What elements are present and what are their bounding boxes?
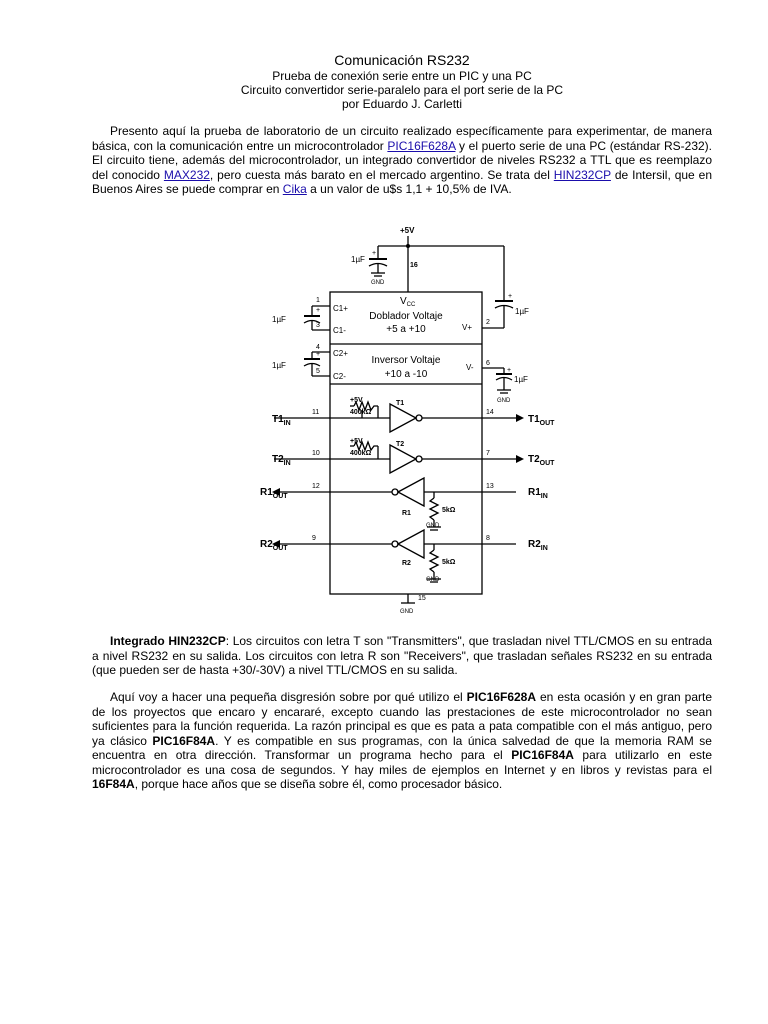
pin-5: 5 xyxy=(316,368,320,375)
t2-in-label: $T2_{IN}$ xyxy=(272,454,291,467)
subtitle-line-2: Circuito convertidor serie-paralelo para el port serie de la PC xyxy=(240,83,564,97)
r2-in-label: $R2_{IN}$ xyxy=(528,539,548,552)
t2-supply-label: +5V xyxy=(350,438,363,445)
gnd-r2-label: GND xyxy=(426,577,440,583)
supply-label: +5V xyxy=(400,226,415,235)
digression-text-2: en esta ocasión y en gran parte de los proyectos que encaro y encararé, excepto cuando las prestaciones de este microcontrolador no sean suficientes para la función requerida. La razón principal es que es pata a pata compatible con el más antiguo, pero ya clásico xyxy=(92,690,712,748)
gnd-r1-label: GND xyxy=(426,523,440,529)
hin232-text: : Los circuitos con letra T son "Transmitters", que trasladan nivel TTL/CMOS en su entrada a nivel RS232 en su salida. Los circuitos con letra R son "Receivers", que trasladan señales RS232 en su entrada (que pueden ser de hasta +30/-30V) a nivel TTL/CMOS en su salida. xyxy=(92,634,713,677)
pin-c1p-label: C1+ xyxy=(333,304,348,313)
pin-11: 11 xyxy=(312,409,320,416)
intro-paragraph xyxy=(92,124,712,197)
cap-c2-label: 1µF xyxy=(272,361,286,370)
pin-2: 2 xyxy=(486,319,490,326)
svg-text:+: + xyxy=(316,307,321,314)
author-line: por Eduardo J. Carletti xyxy=(341,97,463,111)
pin-13: 13 xyxy=(486,483,494,490)
digression-text-5: , porque hace años que se diseña sobre él, como procesador básico. xyxy=(134,777,503,791)
pin-1: 1 xyxy=(316,297,320,304)
hin232-paragraph xyxy=(92,634,712,678)
gnd-top-label: GND xyxy=(371,280,385,286)
pin-7: 7 xyxy=(486,450,490,457)
r1-gate-label: R1 xyxy=(402,510,411,517)
link-pic16f628a[interactable]: PIC16F628A xyxy=(387,138,456,153)
svg-text:+: + xyxy=(508,293,513,300)
pin-6: 6 xyxy=(486,360,490,367)
svg-text:+: + xyxy=(372,250,377,257)
cap-right-top-label: 1µF xyxy=(515,307,529,316)
r1-out-label: $R1_{OUT}$ xyxy=(260,487,288,500)
inverter-range: +10 a -10 xyxy=(384,369,428,380)
r1-in-label: $R1_{IN}$ xyxy=(528,487,548,500)
subtitle-line-1: Prueba de conexión serie entre un PIC y una PC xyxy=(272,69,532,83)
doubler-range: +5 a +10 xyxy=(386,324,426,335)
t1-supply-label: +5V xyxy=(350,397,363,404)
link-hin232cp[interactable]: HIN232CP xyxy=(553,167,611,182)
inverter-title: Inversor Voltaje xyxy=(371,355,441,366)
digression-text-4: para utilizarlo en este microcontrolador es una cosa de segundos. Y hay miles de ejemplos en Internet y en libros y revistas para el xyxy=(92,748,712,777)
vcc-label: $V_{CC}$ xyxy=(400,296,416,308)
pin-9: 9 xyxy=(312,535,316,542)
t2-resistor-label: 400kΩ xyxy=(350,450,372,457)
pin-c1m-label: C1- xyxy=(333,326,346,335)
intro-text-1: Presento aquí la prueba de laboratorio de un circuito realizado específicamente para experimentar, de manera básica, con la comunicación entre un microcontrolador xyxy=(92,124,712,153)
pin-12: 12 xyxy=(312,483,320,490)
hin232-heading: Integrado HIN232CP xyxy=(110,634,226,648)
t1-gate-label: T1 xyxy=(396,400,405,407)
intro-text-2: y el puerto serie de una PC (estándar RS-232). El circuito tiene, además del microcontrolador, un integrado convertidor de niveles RS232 a TTL que es reemplazo del conocido xyxy=(92,138,713,182)
doubler-title: Doblador Voltaje xyxy=(369,311,443,322)
intro-text-5: a un valor de u$s 1,1 + 10,5% de IVA. xyxy=(306,182,512,196)
r1-resistor-label: 5kΩ xyxy=(442,507,456,514)
pin-15: 15 xyxy=(418,595,426,602)
digression-bold-1: PIC16F628A xyxy=(466,690,537,704)
pin-14: 14 xyxy=(486,409,494,416)
pin-vminus-label: V- xyxy=(466,363,474,372)
digression-bold-3: PIC16F84A xyxy=(511,748,574,762)
pin-16: 16 xyxy=(410,262,418,269)
pin-8: 8 xyxy=(486,535,490,542)
pin-vplus-label: V+ xyxy=(462,323,473,332)
pin-4: 4 xyxy=(316,344,320,351)
gnd-bottom-label: GND xyxy=(400,609,414,614)
cap-c1-label: 1µF xyxy=(272,315,286,324)
page-title: Comunicación RS232 xyxy=(334,52,470,68)
pin-c2m-label: C2- xyxy=(333,372,346,381)
link-max232[interactable]: MAX232 xyxy=(163,167,210,182)
pin-c2p-label: C2+ xyxy=(333,349,348,358)
gnd-vminus-label: GND xyxy=(497,398,511,404)
t2-out-label: $T2_{OUT}$ xyxy=(528,454,555,467)
link-cika[interactable]: Cika xyxy=(282,182,307,196)
t1-out-label: $T1_{OUT}$ xyxy=(528,414,555,427)
document-header xyxy=(92,52,712,111)
t1-resistor-label: 400kΩ xyxy=(350,409,372,416)
pin-10: 10 xyxy=(312,450,320,457)
digression-paragraph xyxy=(92,690,712,792)
digression-text-1: Aquí voy a hacer una pequeña disgresión sobre por qué utilizo el xyxy=(110,690,467,704)
r2-gate-label: R2 xyxy=(402,560,411,567)
r2-resistor-label: 5kΩ xyxy=(442,559,456,566)
t2-gate-label: T2 xyxy=(396,441,405,448)
r2-out-label: $R2_{OUT}$ xyxy=(260,539,288,552)
digression-bold-4: 16F84A xyxy=(92,777,135,791)
intro-text-4: de Intersil, que en Buenos Aires se puede comprar en xyxy=(92,167,713,196)
cap-top-label: 1µF xyxy=(351,255,365,264)
cap-vminus-label: 1µF xyxy=(514,375,528,384)
digression-text-3: . Y es compatible en sus programas, con la única salvedad de que la memoria RAM se encuentra en otra dirección. Transformar un programa hecho para el xyxy=(92,733,712,762)
hin232-schematic xyxy=(250,222,560,614)
digression-bold-2: PIC16F84A xyxy=(152,733,216,748)
svg-text:+: + xyxy=(316,351,321,358)
pin-3: 3 xyxy=(316,322,320,329)
intro-text-3: , pero cuesta más barato en el mercado argentino. Se trata del xyxy=(209,167,554,182)
t1-in-label: $T1_{IN}$ xyxy=(272,414,291,427)
svg-text:+: + xyxy=(507,367,512,374)
